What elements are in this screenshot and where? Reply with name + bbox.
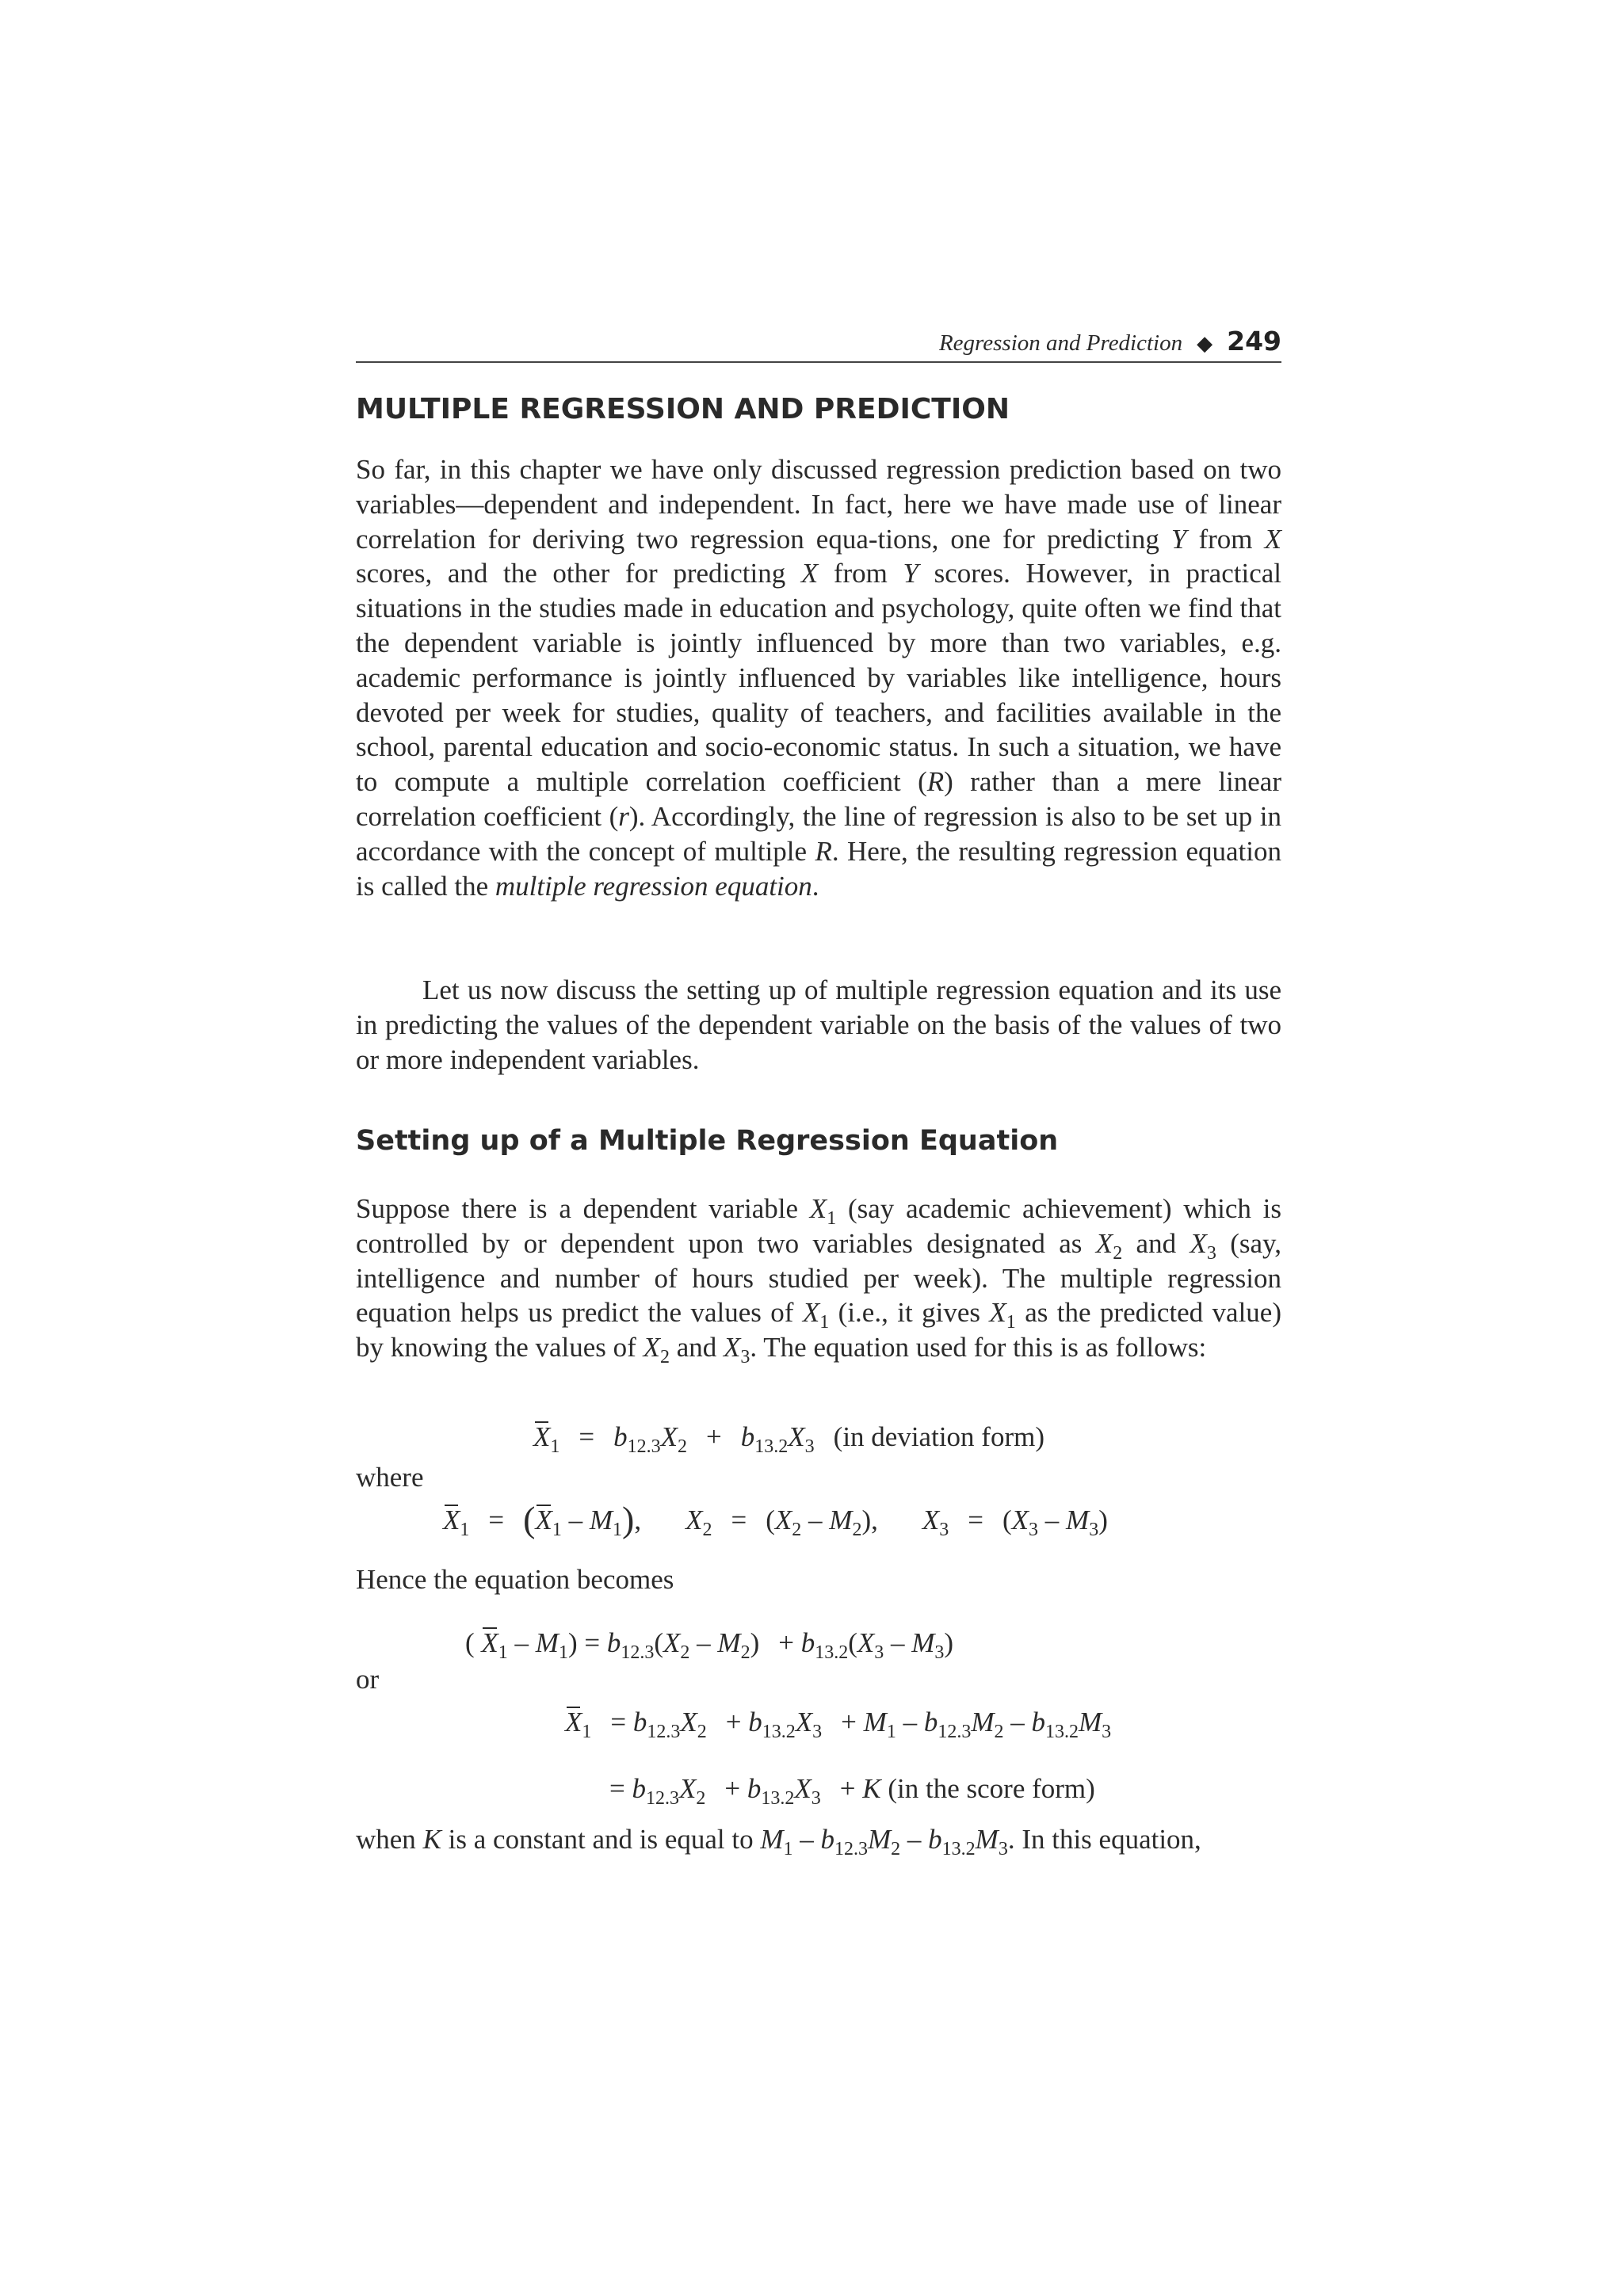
book-page: [356, 0, 1281, 2296]
emphasized-term: multiple regression equation: [495, 870, 812, 902]
equation-score-form: = $b_{12.3}X_2 + b_{13.2}X_3 + K$ (in the score form): [609, 1773, 1095, 1809]
equation-substituted: ( $X_1 - M_1) = b_{12.3}(X_2 - M_2) + b_{13.2}(X_3 - M_3)$: [465, 1627, 954, 1663]
setup-paragraph: Suppose there is a dependent variable $X_1$ (say academic achievement) which is controlled by or dependent upon two variables designated as $X_2$ and $X_3$ (say, intelligence and number of hours studied per week). The multiple regression equation helps us predict the values of $X_1$ (i.e., it gives $X_1$ as the predicted value) by knowing the values of $X_2$ and $X_3$. The equation used for this is as follows:: [356, 1193, 1282, 1368]
equation-deviation-form: $X_1 = b_{12.3}X_2 + b_{13.2}X_3$ (in deviation form): [533, 1421, 1044, 1457]
section-heading-multiple-regression: MULTIPLE REGRESSION AND PREDICTION: [356, 393, 1010, 425]
subsection-heading-setting-up: Setting up of a Multiple Regression Equation: [356, 1125, 1059, 1157]
intro-paragraph: So far, in this chapter we have only discussed regression prediction based on two variables—dependent and independent. In fact, here we have made use of linear correlation for deriving two regression equa-tions, one for predicting Y from X scores, and the other for predicting X from Y scores. However, in practical situations in the studies made in education and psychology, quite often we find that the dependent variable is jointly influenced by more than two variables, e.g. academic performance is jointly influenced by variables like intelligence, hours devoted per week for studies, quality of teachers, and facilities available in the school, parental education and socio-economic status. In such a situation, we have to compute a multiple correlation coefficient (R) rather than a mere linear correlation coefficient (r). Accordingly, the line of regression is also to be set up in accordance with the concept of multiple R. Here, the resulting regression equation is called the multiple regression equation.: [356, 454, 1281, 902]
label-hence: Hence the equation becomes: [356, 1564, 674, 1595]
followup-paragraph: Let us now discuss the setting up of multiple regression equation and its use in predicting the values of the dependent variable on the basis of the values of two or more independent variables.: [356, 974, 1281, 1075]
label-where: where: [356, 1462, 424, 1493]
diamond-separator-icon: ◆: [1197, 332, 1213, 356]
closing-paragraph: when K is a constant and is equal to $M_1 - b_{12.3}M_2 - b_{13.2}M_3$. In this equation,: [356, 1824, 1201, 1859]
equation-expanded: $X_1 = b_{12.3}X_2 + b_{13.2}X_3 + M_1 - b_{12.3}M_2 - b_{13.2}M_3$: [565, 1707, 1112, 1742]
running-title: Regression and Prediction: [938, 330, 1183, 356]
label-or: or: [356, 1664, 380, 1695]
page-number: 249: [1227, 326, 1281, 357]
equation-deviation-definitions: $X_1 = (X_1 - M_1)$, $X_2 = (X_2 - M_2)$, $X_3 = (X_3 - M_3)$: [443, 1499, 1108, 1540]
running-header: [356, 326, 1281, 363]
